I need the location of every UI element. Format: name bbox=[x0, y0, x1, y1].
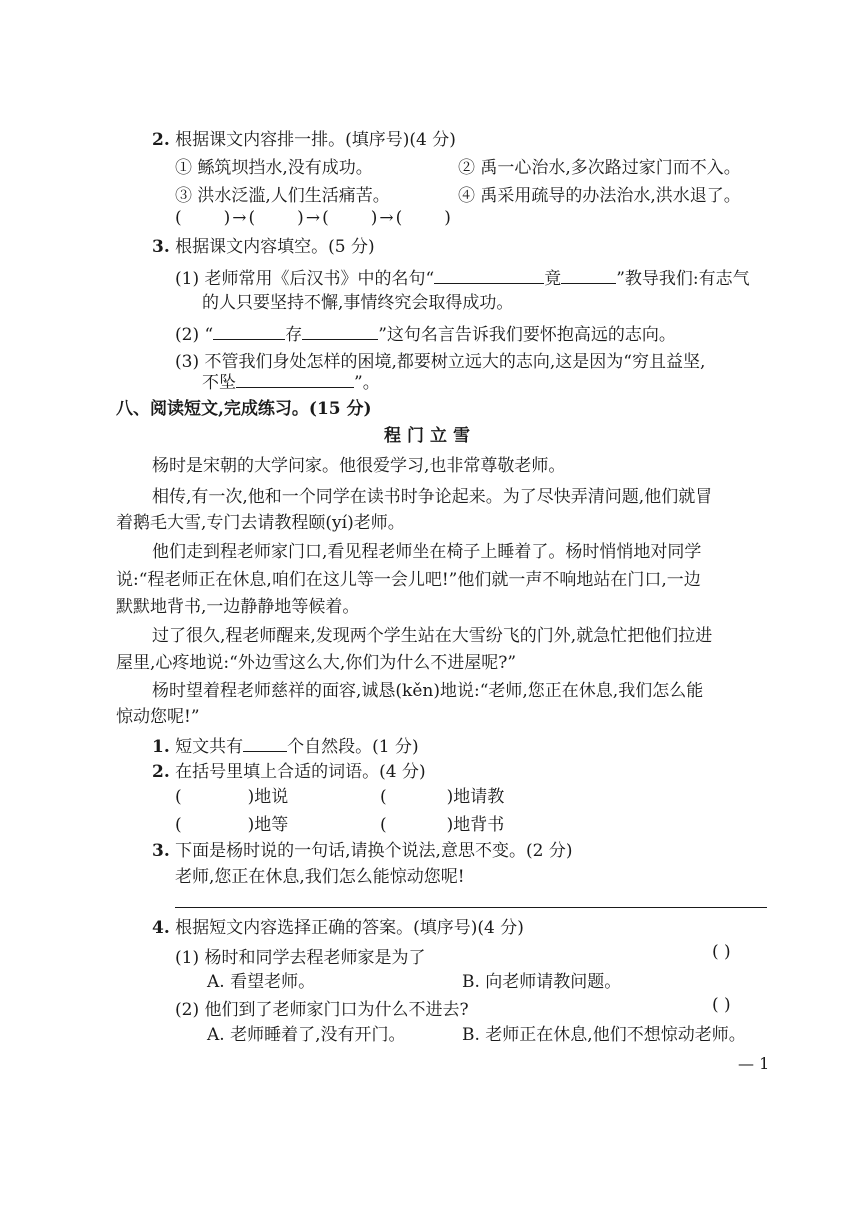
q3-sub-3-line1: (3) 不管我们身处怎样的困境,都要树立远大的志向,这是因为“穷且益坚, bbox=[175, 352, 706, 372]
ex2-word-1: ( )地说 bbox=[175, 787, 289, 807]
arrow-icon: → bbox=[305, 208, 321, 228]
passage-paragraph-5-line1: 杨时望着程老师慈祥的面容,诚恳(kěn)地说:“老师,您正在休息,我们怎么能 bbox=[152, 681, 704, 701]
q3-sub-3-line2: 不坠 ”。 bbox=[202, 369, 380, 395]
passage-paragraph-2-line2: 着鹅毛大雪,专门去请教程颐(yí)老师。 bbox=[116, 513, 405, 533]
q2-item-2: ② 禹一心治水,多次路过家门而不入。 bbox=[458, 158, 741, 178]
ex1-blank[interactable] bbox=[243, 733, 287, 752]
exercise-1: 1. 短文共有 个自然段。(1 分) bbox=[152, 733, 419, 759]
passage-paragraph-3-line3: 默默地背书,一边静静地等候着。 bbox=[116, 597, 360, 617]
q2-prompt: 2. 根据课文内容排一排。(填序号)(4 分) bbox=[152, 130, 456, 150]
q3-sub-2: (2) “ 存 ”这句名言告诉我们要怀抱高远的志向。 bbox=[175, 321, 676, 347]
passage-paragraph-4-line1: 过了很久,程老师醒来,发现两个学生站在大雪纷飞的门外,就急忙把他们拉进 bbox=[152, 626, 713, 646]
ex2-word-2: ( )地请教 bbox=[380, 787, 505, 807]
ex4-q1-option-b[interactable]: B. 向老师请教问题。 bbox=[462, 972, 622, 992]
ex2-word-3: ( )地等 bbox=[175, 815, 289, 835]
q3-sub-1-line2: 的人只要坚持不懈,事情终究会取得成功。 bbox=[202, 293, 514, 313]
passage-title: 程门立雪 bbox=[384, 426, 476, 446]
ex4-q1-option-a[interactable]: A. 看望老师。 bbox=[207, 972, 316, 992]
q3-blank-3[interactable] bbox=[213, 321, 285, 340]
passage-paragraph-4-line2: 屋里,心疼地说:“外边雪这么大,你们为什么不进屋呢?” bbox=[116, 653, 517, 673]
arrow-icon: → bbox=[379, 208, 394, 228]
q2-item-4: ④ 禹采用疏导的办法治水,洪水退了。 bbox=[458, 186, 741, 206]
q3-blank-4[interactable] bbox=[302, 321, 378, 340]
q2-item-1: ① 鲧筑坝挡水,没有成功。 bbox=[175, 158, 373, 178]
section-heading: 八、阅读短文,完成练习。(15 分) bbox=[116, 399, 372, 419]
ex4-q2-option-a[interactable]: A. 老师睡着了,没有开门。 bbox=[207, 1025, 406, 1045]
exercise-2-prompt: 2. 在括号里填上合适的词语。(4 分) bbox=[152, 762, 426, 782]
exercise-4-prompt: 4. 根据短文内容选择正确的答案。(填序号)(4 分) bbox=[152, 918, 524, 938]
q3-blank-2[interactable] bbox=[561, 265, 616, 284]
ex3-answer-line[interactable] bbox=[175, 907, 767, 908]
q2-answer-row: ( ) → ( ) → ( ) → ( ) bbox=[175, 208, 451, 228]
q3-sub-1-line1: (1) 老师常用《后汉书》中的名句“ 竟 ”教导我们:有志气 bbox=[175, 265, 750, 291]
q3-prompt: 3. 根据课文内容填空。(5 分) bbox=[152, 237, 375, 257]
ex4-answer-box-2[interactable]: ( ) bbox=[712, 995, 731, 1015]
ex4-question-1: (1) 杨时和同学去程老师家是为了 bbox=[175, 948, 426, 968]
q3-blank-5[interactable] bbox=[236, 369, 354, 388]
passage-paragraph-5-line2: 惊动您呢!” bbox=[116, 707, 200, 727]
q3-blank-1[interactable] bbox=[434, 265, 544, 284]
passage-paragraph-3-line2: 说:“程老师正在休息,咱们在这儿等一会儿吧!”他们就一声不响地站在门口,一边 bbox=[116, 570, 701, 590]
passage-paragraph-2-line1: 相传,有一次,他和一个同学在读书时争论起来。为了尽快弄清问题,他们就冒 bbox=[152, 487, 713, 507]
page-number: — 1 bbox=[738, 1054, 770, 1073]
ex3-sentence: 老师,您正在休息,我们怎么能惊动您呢! bbox=[175, 867, 465, 887]
passage-paragraph-1: 杨时是宋朝的大学问家。他很爱学习,也非常尊敬老师。 bbox=[152, 456, 566, 476]
ex4-q2-option-b[interactable]: B. 老师正在休息,他们不想惊动老师。 bbox=[462, 1025, 746, 1045]
exercise-3-prompt: 3. 下面是杨时说的一句话,请换个说法,意思不变。(2 分) bbox=[152, 841, 573, 861]
q2-item-3: ③ 洪水泛滥,人们生活痛苦。 bbox=[175, 186, 390, 206]
arrow-icon: → bbox=[232, 208, 247, 228]
ex2-word-4: ( )地背书 bbox=[380, 815, 505, 835]
passage-paragraph-3-line1: 他们走到程老师家门口,看见程老师坐在椅子上睡着了。杨时悄悄地对同学 bbox=[152, 542, 702, 562]
ex4-question-2: (2) 他们到了老师家门口为什么不进去? bbox=[175, 1000, 469, 1020]
ex4-answer-box-1[interactable]: ( ) bbox=[712, 942, 731, 962]
